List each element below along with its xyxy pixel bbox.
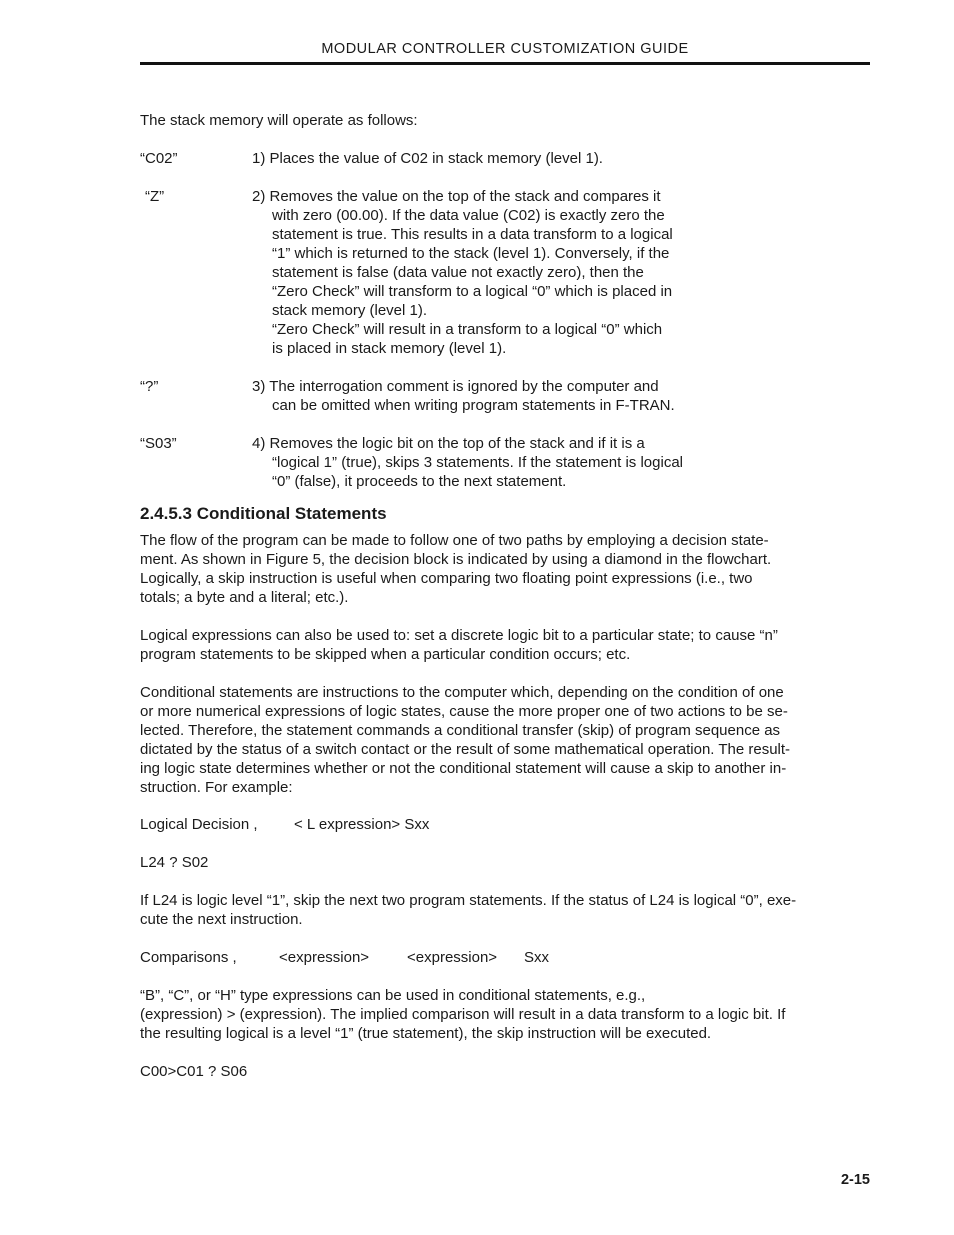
paragraph-line: Logically, a skip instruction is useful when comparing two floating point expressions (i.e., two	[140, 570, 753, 587]
paragraph-line: dictated by the status of a switch contact or the result of some mathematical operation. The result-	[140, 741, 791, 758]
paragraph-line: ing logic state determines whether or not the conditional statement will cause a skip to another in-	[140, 760, 787, 777]
step-4-text	[252, 434, 752, 491]
paragraph-line: or more numerical expressions of logic states, cause the more proper one of two actions to be se-	[140, 703, 788, 720]
running-header: MODULAR CONTROLLER CUSTOMIZATION GUIDE	[321, 41, 689, 57]
step-4-line: “0” (false), it proceeds to the next statement.	[272, 473, 567, 490]
paragraph-flow	[140, 531, 870, 607]
intro-text: The stack memory will operate as follows:	[140, 112, 418, 129]
step-3-line: 3) The interrogation comment is ignored by the computer and	[252, 378, 659, 395]
step-2-line: statement is true. This results in a data transform to a logical	[272, 226, 673, 243]
step-2-line: 2) Removes the value on the top of the stack and compares it	[252, 188, 661, 205]
syntax-comparisons	[140, 948, 590, 967]
paragraph-conditional-statements	[140, 683, 870, 797]
step-4-line: 4) Removes the logic bit on the top of the stack and if it is a	[252, 435, 645, 452]
step-3-text	[252, 377, 752, 415]
step-1-line: 1) Places the value of C02 in stack memory (level 1).	[252, 150, 603, 167]
section-heading: 2.4.5.3 Conditional Statements	[140, 504, 387, 523]
syntax-logical-decision	[140, 815, 540, 834]
syntax-label: Logical Decision ,	[140, 816, 258, 833]
paragraph-line: lected. Therefore, the statement commands a conditional transfer (skip) of program sequence as	[140, 722, 781, 739]
syntax-skip: Sxx	[524, 949, 550, 966]
step-label-question: “?”	[140, 378, 159, 395]
syntax-label: Comparisons ,	[140, 949, 237, 966]
step-2-line: is placed in stack memory (level 1).	[272, 340, 507, 357]
syntax-expression: < L expression> Sxx	[294, 816, 430, 833]
paragraph-logical-expressions	[140, 626, 870, 664]
paragraph-line: Logical expressions can also be used to: set a discrete logic bit to a particular state; to cause “n”	[140, 627, 778, 644]
paragraph-line: If L24 is logic level “1”, skip the next two program statements. If the status of L24 is logical “0”, exe-	[140, 892, 797, 909]
paragraph-line: totals; a byte and a literal; etc.).	[140, 589, 349, 606]
example-l24: L24 ? S02	[140, 854, 209, 871]
paragraph-line: ment. As shown in Figure 5, the decision block is indicated by using a diamond in the flowchart.	[140, 551, 772, 568]
syntax-expression: <expression>	[279, 949, 370, 966]
step-4-line: “logical 1” (true), skips 3 statements. If the statement is logical	[272, 454, 683, 471]
step-3-line: can be omitted when writing program statements in F-TRAN.	[272, 397, 675, 414]
page-number: 2-15	[840, 1172, 870, 1188]
step-label-z: “Z”	[145, 188, 165, 205]
paragraph-line: cute the next instruction.	[140, 911, 303, 928]
example-c00: C00>C01 ? S06	[140, 1063, 248, 1080]
step-2-line: stack memory (level 1).	[272, 302, 428, 319]
paragraph-line: (expression) > (expression). The implied comparison will result in a data transform to a logic bit. If	[140, 1006, 786, 1023]
step-label-c02: “C02”	[140, 150, 178, 167]
step-2-line: statement is false (data value not exactly zero), then the	[272, 264, 644, 281]
paragraph-line: Conditional statements are instructions to the computer which, depending on the condition of one	[140, 684, 784, 701]
step-2-line: “1” which is returned to the stack (level 1). Conversely, if the	[272, 245, 670, 262]
syntax-expression: <expression>	[407, 949, 498, 966]
paragraph-expression-types	[140, 986, 870, 1043]
paragraph-line: program statements to be skipped when a particular condition occurs; etc.	[140, 646, 631, 663]
step-2-line: “Zero Check” will result in a transform to a logical “0” which	[272, 321, 663, 338]
paragraph-line: struction. For example:	[140, 779, 293, 796]
step-1-text	[252, 149, 752, 168]
header-rule	[140, 62, 870, 65]
step-label-s03: “S03”	[140, 435, 177, 452]
paragraph-line: The flow of the program can be made to follow one of two paths by employing a decision state-	[140, 532, 769, 549]
step-2-text	[252, 187, 752, 358]
paragraph-line: the resulting logical is a level “1” (true statement), the skip instruction will be executed.	[140, 1025, 712, 1042]
step-2-line: with zero (00.00). If the data value (C02) is exactly zero the	[272, 207, 665, 224]
paragraph-line: “B”, “C”, or “H” type expressions can be used in conditional statements, e.g.,	[140, 987, 646, 1004]
step-2-line: “Zero Check” will transform to a logical “0” which is placed in	[272, 283, 673, 300]
paragraph-l24	[140, 891, 870, 929]
